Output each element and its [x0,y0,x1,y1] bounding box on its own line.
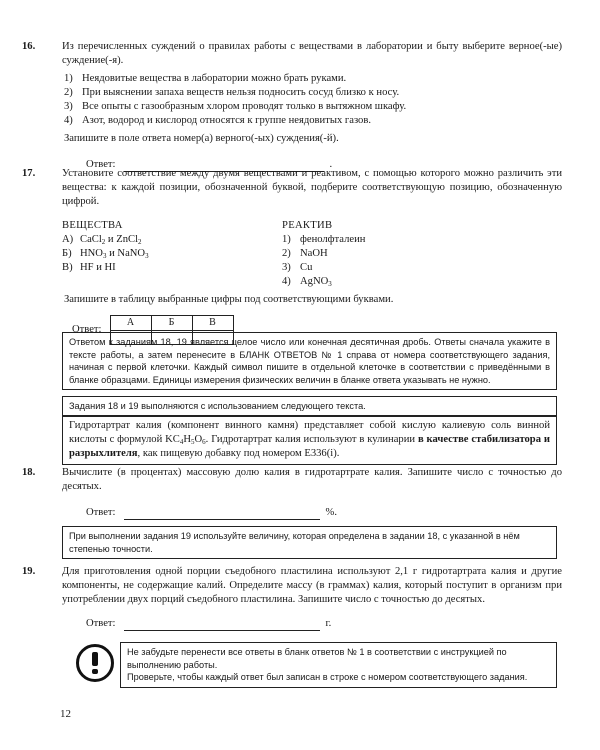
option-item: 3) Все опыты с газообразным хлором проводят только в вытяжном шкафу. [64,101,407,112]
substance-item: Б) $HNO_3$ и NaNO$_3$ [62,248,149,260]
column-header: РЕАКТИВ [282,220,333,231]
task-instruction: Запишите в таблицу выбранные цифры под соответствующими буквами. [64,294,394,305]
answer-row [62,506,562,520]
reagent-item: 1) фенолфталеин [282,234,366,245]
reagents-column [282,219,502,289]
answer-row: Ответ: . [86,159,333,170]
table-header-cell: А [110,316,151,331]
reference-text: Гидротартрат калия (компонент винного камня) представляет собой кислую калиевую соль винной кислоты с формулой $KC_4H_5O_6$. Гидротартрат калия используют в кулинарии в качестве стабилизатора и разрыхлителя, как пищевую добавку под номером E336(i). [69,420,550,459]
task-question: Из перечисленных суждений о правилах работы с веществами в лаборатории и быту выберите верное(-ые) суждение(-я). [62,41,562,66]
task-number: 18. [22,467,36,478]
answer-field[interactable] [124,619,320,631]
answer-label: Ответ: [86,507,116,518]
task-number: 19. [22,566,36,577]
context-box [62,396,557,417]
task-19 [22,565,562,631]
reminder-text-1: Не забудьте перенести все ответы в бланк ответов № 1 в соответствии с инструкцией по выполнению работы. [127,647,507,670]
unit-label: г. [325,618,332,629]
answer-label: Ответ: [86,618,116,629]
option-item: 1) Неядовитые вещества в лаборатории можно брать руками. [64,73,347,84]
answer-label: Ответ: [86,159,116,170]
task-question: Установите соответствие между двумя веществами и реактивом, с помощью которого можно различить эти вещества: к каждой позиции, обозначенной буквой, подберите соответствующую позицию, обозначенную цифрой. [62,168,562,207]
context-text: Задания 18 и 19 выполняются с использованием следующего текста. [69,401,366,411]
task-question: Вычислите (в процентах) массовую долю калия в гидротартрате калия. Запишите число с точностью до десятых. [62,467,562,492]
reagent-item: 2) NaOH [282,248,328,259]
task-number: 16. [22,41,36,52]
reminder-text-2: Проверьте, чтобы каждый ответ был записан в строке с номером соответствующего задания. [127,672,528,682]
page-number: 12 [60,708,71,720]
matching-columns [62,219,562,289]
reagent-item: 3) Cu [282,262,313,273]
substances-column [62,219,282,289]
table-header-cell: Б [151,316,192,331]
bold-phrase: в качестве стабилизатора и разрыхлителя [69,434,550,459]
substance-item: В) HF и HI [62,262,116,273]
answer-field[interactable] [124,508,320,520]
hint-box [62,526,557,559]
options-list [64,72,562,128]
exclamation-icon [76,644,114,682]
task-17 [22,167,562,345]
task-number: 17. [22,168,36,179]
table-header-cell: В [192,316,233,331]
substance-item: А) CaCl$_2$ и ZnCl$_2$ [62,234,142,246]
answer-row [62,617,562,631]
column-header: ВЕЩЕСТВА [62,220,123,231]
reference-text-box [62,415,557,465]
reagent-item: 4) AgNO$_3$ [282,276,332,288]
task-question: Для приготовления одной порции съедобного пластилина используют 2,1 г гидротартрата калия и другие компоненты, не содержащие калий. Определите массу (в граммах) калия, который поступит в организм при употреблении двух порций съедобного пластилина. Запишите число с точностью до десятых. [62,566,562,605]
reminder-box [120,642,557,688]
unit-label: %. [325,507,337,518]
notice-text: Ответом к заданиям 18, 19 является целое число или конечная десятичная дробь. Ответы сначала укажите в тексте работы, а затем перенесите в БЛАНК ОТВЕТОВ № 1 справа от номера соответствующего задания, начиная с первой клеточки. Каждый символ пишите в отдельной клеточке в соответствии с приведёнными в бланке образцами. Единицы измерения физических величин в бланке ответа указывать не нужно. [69,337,550,385]
task-instruction: Запишите в поле ответа номер(а) верного(-ых) суждения(-й). [64,133,339,144]
hint-text: При выполнении задания 19 используйте величину, которая определена в задании 18, с указанной в нём степенью точности. [69,531,520,554]
task-18 [22,466,562,520]
task-16 [22,40,562,172]
notice-box [62,332,557,390]
option-item: 2) При выяснении запаха веществ нельзя подносить сосуд близко к носу. [64,87,400,98]
option-item: 4) Азот, водород и кислород относятся к группе неядовитых газов. [64,115,372,126]
answer-label: Ответ: [72,324,102,335]
